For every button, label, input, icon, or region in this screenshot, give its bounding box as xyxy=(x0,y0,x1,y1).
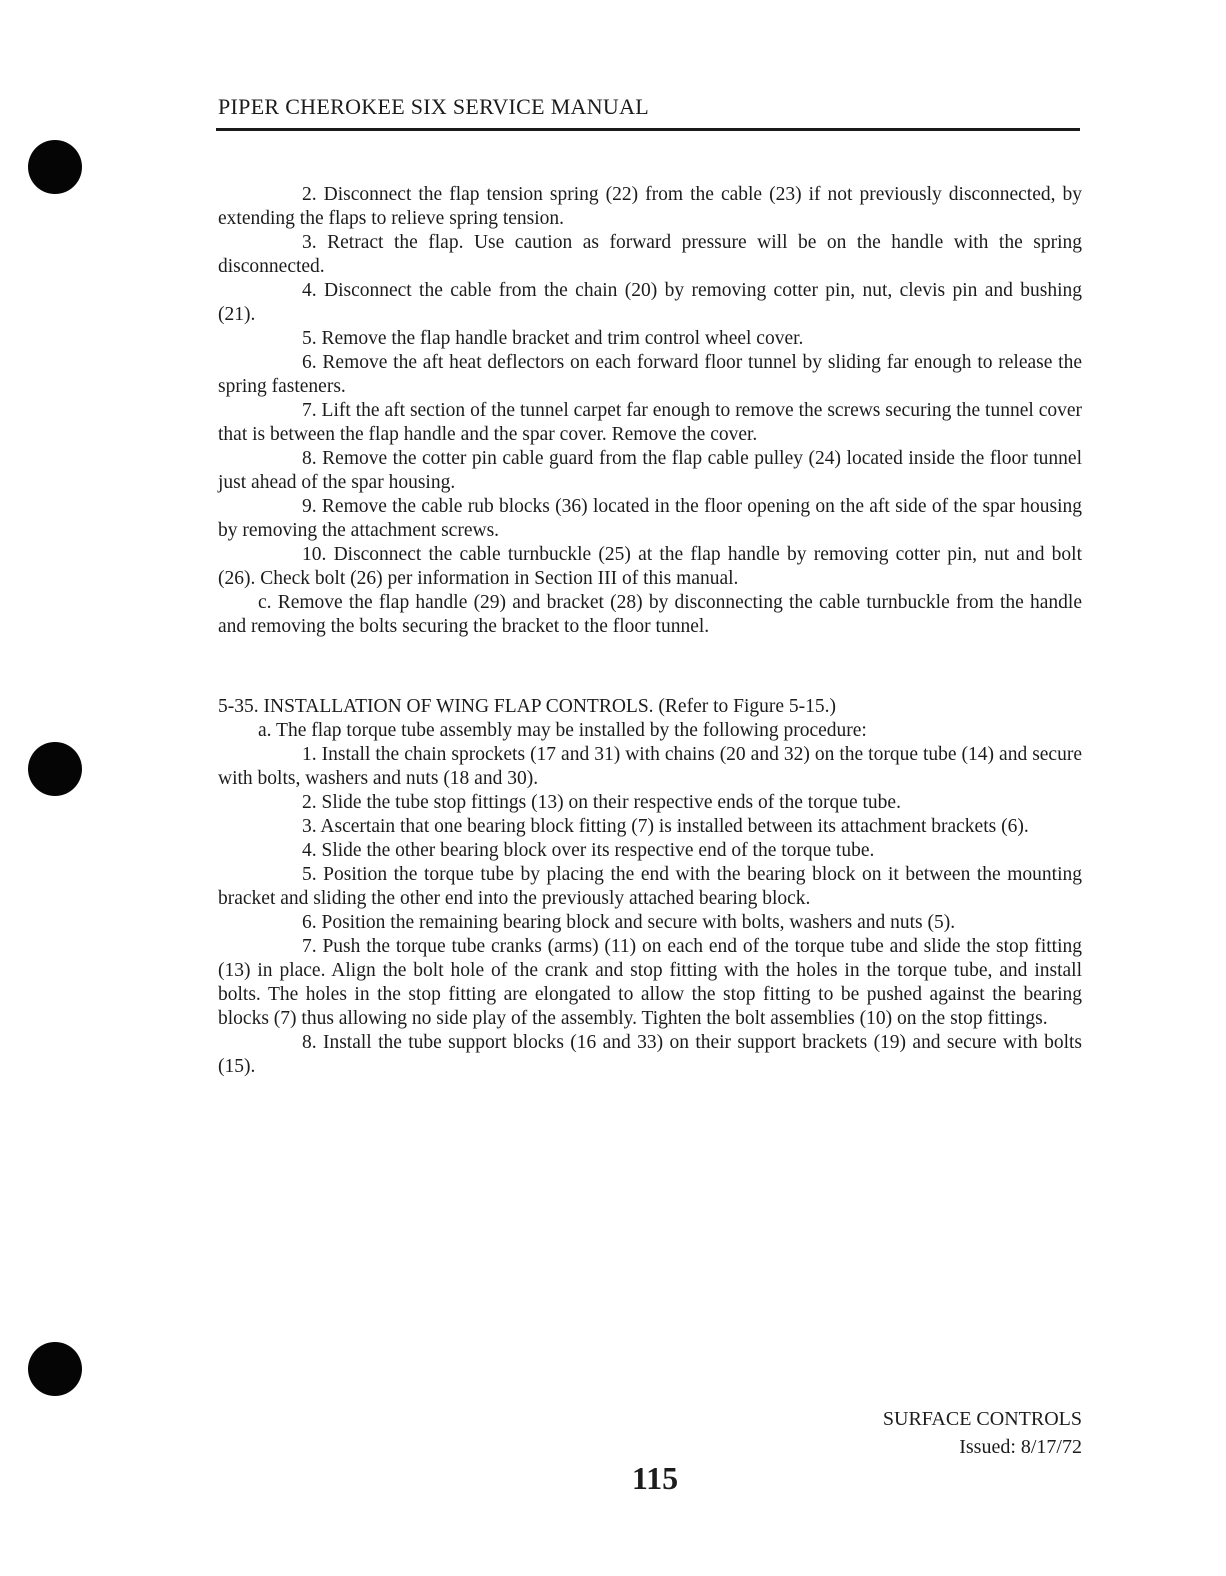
removal-step-9: 9. Remove the cable rub blocks (36) located in the floor opening on the aft side of the spar housing by removing the attachment screws. xyxy=(218,496,1082,541)
section-title-5-35: 5-35. INSTALLATION OF WING FLAP CONTROLS. (Refer to Figure 5-15.) xyxy=(218,696,837,717)
installation-step-1: 1. Install the chain sprockets (17 and 31) with chains (20 and 32) on the torque tube (14) and secure with bolts, washers and nuts (18 and 30). xyxy=(218,744,1082,789)
binder-hole-top xyxy=(28,140,82,194)
installation-step-2: 2. Slide the tube stop fittings (13) on their respective ends of the torque tube. xyxy=(302,792,901,813)
removal-step-3: 3. Retract the flap. Use caution as forward pressure will be on the handle with the spring disconnected. xyxy=(218,232,1082,277)
binder-hole-bottom xyxy=(28,1342,82,1396)
page-body xyxy=(218,183,1082,1079)
installation-step-8: 8. Install the tube support blocks (16 and 33) on their support brackets (19) and secure with bolts (15). xyxy=(218,1032,1082,1077)
header-rule xyxy=(216,128,1080,131)
removal-step-6: 6. Remove the aft heat deflectors on each forward floor tunnel by sliding far enough to release the spring fasteners. xyxy=(218,352,1082,397)
removal-step-5: 5. Remove the flap handle bracket and trim control wheel cover. xyxy=(302,328,804,349)
binder-hole-middle xyxy=(28,742,82,796)
removal-step-7: 7. Lift the aft section of the tunnel carpet far enough to remove the screws securing the tunnel cover that is between the flap handle and the spar cover. Remove the cover. xyxy=(218,400,1082,445)
footer-section-info xyxy=(883,1405,1082,1461)
installation-step-7: 7. Push the torque tube cranks (arms) (11) on each end of the torque tube and slide the stop fitting (13) in place. Align the bolt hole of the crank and stop fitting with the holes in the torque tube, and install bolts. The holes in the stop fitting are elongated to allow the stop fitting to be pushed against the bearing blocks (7) thus allowing no side play of the assembly. Tighten the bolt assemblies (10) on the stop fittings. xyxy=(218,936,1082,1029)
installation-step-6: 6. Position the remaining bearing block and secure with bolts, washers and nuts (5). xyxy=(302,912,956,933)
installation-step-5: 5. Position the torque tube by placing the end with the bearing block on it between the mounting bracket and sliding the other end into the previously attached bearing block. xyxy=(218,864,1082,909)
installation-sub-a: a. The flap torque tube assembly may be installed by the following procedure: xyxy=(258,720,867,741)
page-header-title: PIPER CHEROKEE SIX SERVICE MANUAL xyxy=(218,94,650,119)
installation-step-4: 4. Slide the other bearing block over its respective end of the torque tube. xyxy=(302,840,875,861)
footer-section-name: SURFACE CONTROLS xyxy=(882,1408,1082,1430)
removal-sub-c: c. Remove the flap handle (29) and bracket (28) by disconnecting the cable turnbuckle from the handle and removing the bolts securing the bracket to the floor tunnel. xyxy=(218,592,1082,637)
removal-step-2: 2. Disconnect the flap tension spring (22) from the cable (23) if not previously disconnected, by extending the flaps to relieve spring tension. xyxy=(218,184,1082,229)
removal-step-10: 10. Disconnect the cable turnbuckle (25) at the flap handle by removing cotter pin, nut and bolt (26). Check bolt (26) per information in Section III of this manual. xyxy=(218,544,1082,589)
page-number: 115 xyxy=(631,1460,679,1496)
footer-issued-date: Issued: 8/17/72 xyxy=(959,1436,1082,1458)
installation-step-3: 3. Ascertain that one bearing block fitting (7) is installed between its attachment brackets (6). xyxy=(302,816,1029,837)
removal-step-8: 8. Remove the cotter pin cable guard from the flap cable pulley (24) located inside the floor tunnel just ahead of the spar housing. xyxy=(218,448,1082,493)
removal-step-4: 4. Disconnect the cable from the chain (20) by removing cotter pin, nut, clevis pin and bushing (21). xyxy=(218,280,1082,325)
